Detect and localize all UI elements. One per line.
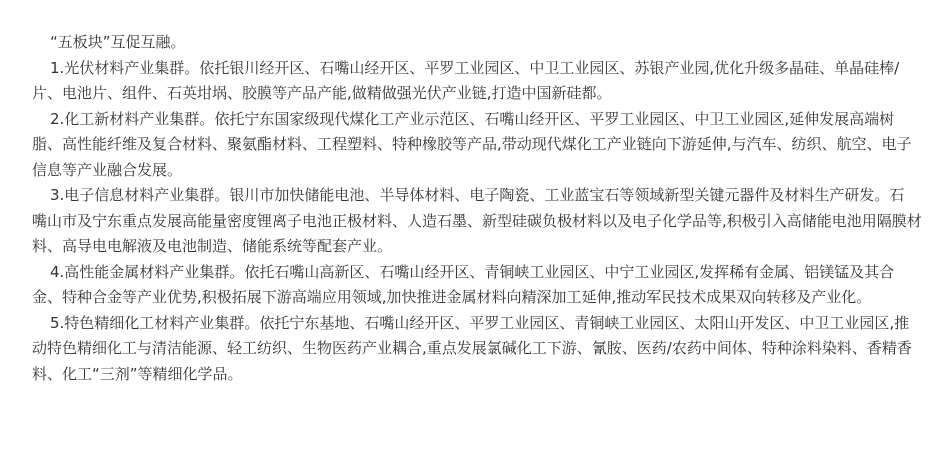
- paragraph-electronic: 3.电子信息材料产业集群。银川市加快储能电池、半导体材料、电子陶瓷、工业蓝宝石等领域新型关键元器件及材料生产研发。石 嘴山市及宁东重点发展高能量密度锂离子电池正极材料、人造石墨、新型硅碳负极材料以及电子化学品等,积极引入高储能电池用隔膜材 料、高导电电解液及电池制造、储能系统等配套产业。: [32, 186, 922, 255]
- paragraph-chemical: 2.化工新材料产业集群。依托宁东国家级现代煤化工产业示范区、石嘴山经开区、平罗工业园区、中卫工业园区,延伸发展高端树 脂、高性能纤维及复合材料、聚氨酯材料、工程塑料、特种橡胶等产品,带动现代煤化工产业链向下游延伸,与汽车、纺织、航空、电子 信息等产业融合发展。: [32, 109, 912, 179]
- paragraph-photovoltaic: 1.光伏材料产业集群。依托银川经开区、石嘴山经开区、平罗工业园区、中卫工业园区、苏银产业园,优化升级多晶硅、单晶硅棒/ 片、电池片、组件、石英坩埚、胶膜等产品产能,做精做强光伏产业链,打造中国新硅都。: [32, 58, 900, 102]
- paragraph-metal: 4.高性能金属材料产业集群。依托石嘴山高新区、石嘴山经开区、青铜峡工业园区、中宁工业园区,发挥稀有金属、铝镁锰及其合 金、特种合金等产业优势,积极拓展下游高端应用领域,加快推进金属材料向精深加工延伸,推动军民技术成果双向转移及产业化。: [32, 262, 895, 306]
- section-heading: “五板块”互促互融。: [50, 33, 186, 51]
- paragraph-fine-chemical: 5.特色精细化工材料产业集群。依托宁东基地、石嘴山经开区、平罗工业园区、青铜峡工业园区、太阳山开发区、中卫工业园区,推 动特色精细化工与清洁能源、轻工纺织、生物医药产业耦合,重点发展氯碱化工下游、氰胺、医药/农药中间体、特种涂料染料、香精香 料、化工“三剂”等精细化学品。: [32, 313, 912, 383]
